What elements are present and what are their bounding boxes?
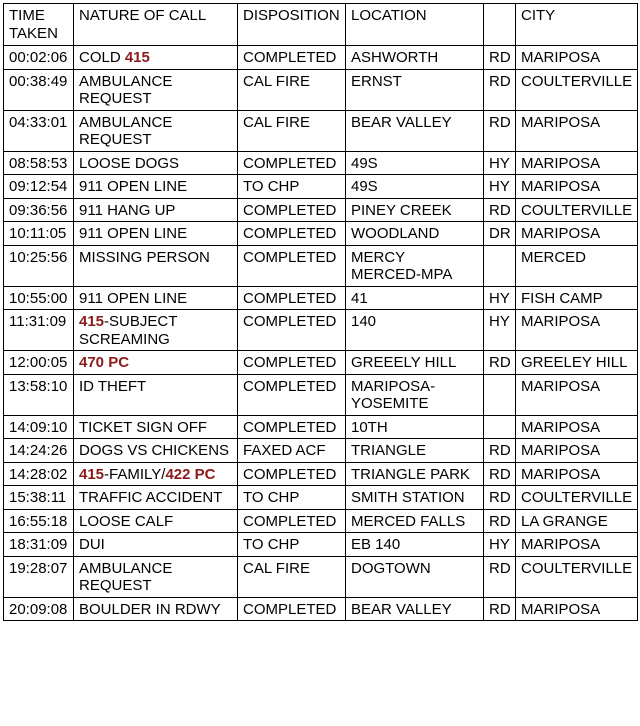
time-cell: 13:58:10 (4, 374, 74, 415)
penal-code-highlight: 415 (124, 49, 150, 66)
city-cell: MARIPOSA (516, 415, 638, 439)
nature-text: AMBULANCE REQUEST (79, 113, 173, 148)
disposition-cell: COMPLETED (238, 46, 346, 70)
city-cell: COULTERVILLE (516, 486, 638, 510)
road-suffix-cell: HY (484, 533, 516, 557)
table-row (4, 556, 638, 597)
city-cell: MARIPOSA (516, 439, 638, 463)
city-cell: MARIPOSA (516, 151, 638, 175)
time-cell: 20:09:08 (4, 597, 74, 621)
city-cell: GREELEY HILL (516, 351, 638, 375)
nature-text: LOOSE CALF (79, 512, 174, 530)
time-cell: 00:02:06 (4, 46, 74, 70)
location-cell: 140 (346, 310, 484, 351)
disposition-cell: TO CHP (238, 175, 346, 199)
nature-text: BOULDER IN RDWY (79, 600, 221, 618)
location-cell: ERNST (346, 69, 484, 110)
nature-cell (74, 110, 238, 151)
city-cell: LA GRANGE (516, 509, 638, 533)
nature-text: ID THEFT (79, 377, 147, 395)
header-row (4, 4, 638, 46)
header-location: LOCATION (346, 4, 484, 46)
nature-cell (74, 151, 238, 175)
road-suffix-cell: RD (484, 509, 516, 533)
city-cell: COULTERVILLE (516, 198, 638, 222)
city-cell: MARIPOSA (516, 222, 638, 246)
table-row (4, 222, 638, 246)
location-cell: TRIANGLE PARK (346, 462, 484, 486)
table-row (4, 462, 638, 486)
table-row (4, 151, 638, 175)
nature-cell (74, 509, 238, 533)
table-row (4, 533, 638, 557)
time-cell: 15:38:11 (4, 486, 74, 510)
city-cell: MARIPOSA (516, 597, 638, 621)
location-cell: 41 (346, 286, 484, 310)
city-cell: COULTERVILLE (516, 69, 638, 110)
time-cell: 10:55:00 (4, 286, 74, 310)
table-row (4, 374, 638, 415)
road-suffix-cell: RD (484, 486, 516, 510)
time-cell: 16:55:18 (4, 509, 74, 533)
city-cell: MARIPOSA (516, 110, 638, 151)
nature-text: -SUBJECT SCREAMING (79, 313, 178, 348)
city-cell: MERCED (516, 245, 638, 286)
road-suffix-cell: HY (484, 310, 516, 351)
penal-code-highlight: 415 (79, 465, 105, 483)
nature-cell (74, 310, 238, 351)
disposition-cell: COMPLETED (238, 310, 346, 351)
road-suffix-cell (484, 374, 516, 415)
nature-cell (74, 533, 238, 557)
location-cell: ASHWORTH (346, 46, 484, 70)
nature-cell (74, 175, 238, 199)
nature-cell (74, 439, 238, 463)
city-cell: FISH CAMP (516, 286, 638, 310)
road-suffix-cell: RD (484, 110, 516, 151)
disposition-cell: TO CHP (238, 533, 346, 557)
nature-cell (74, 69, 238, 110)
nature-text: 911 OPEN LINE (79, 289, 188, 307)
disposition-cell: COMPLETED (238, 351, 346, 375)
disposition-cell: COMPLETED (238, 374, 346, 415)
road-suffix-cell: RD (484, 46, 516, 70)
table-row (4, 175, 638, 199)
disposition-cell: COMPLETED (238, 151, 346, 175)
nature-cell (74, 374, 238, 415)
header-city: CITY (516, 4, 638, 46)
location-cell: MERCED FALLS (346, 509, 484, 533)
disposition-cell: CAL FIRE (238, 69, 346, 110)
nature-cell (74, 245, 238, 286)
road-suffix-cell: DR (484, 222, 516, 246)
location-cell: 49S (346, 151, 484, 175)
table-row (4, 310, 638, 351)
road-suffix-cell: HY (484, 175, 516, 199)
time-cell: 10:25:56 (4, 245, 74, 286)
time-cell: 11:31:09 (4, 310, 74, 351)
time-cell: 10:11:05 (4, 222, 74, 246)
nature-text: DOGS VS CHICKENS (79, 442, 230, 459)
time-cell: 14:24:26 (4, 439, 74, 463)
table-body (4, 46, 638, 621)
table-row (4, 198, 638, 222)
disposition-cell: COMPLETED (238, 415, 346, 439)
nature-text: COLD (79, 49, 125, 66)
table-row (4, 597, 638, 621)
time-cell: 19:28:07 (4, 556, 74, 597)
time-cell: 12:00:05 (4, 351, 74, 375)
table-row (4, 486, 638, 510)
disposition-cell: TO CHP (238, 486, 346, 510)
nature-cell (74, 556, 238, 597)
time-cell: 00:38:49 (4, 69, 74, 110)
penal-code-highlight: 415 (79, 313, 105, 330)
road-suffix-cell: RD (484, 69, 516, 110)
road-suffix-cell: RD (484, 462, 516, 486)
disposition-cell: CAL FIRE (238, 110, 346, 151)
nature-text: AMBULANCE REQUEST (79, 559, 173, 594)
nature-cell (74, 597, 238, 621)
table-row (4, 245, 638, 286)
table-row (4, 46, 638, 70)
road-suffix-cell: RD (484, 198, 516, 222)
table-row (4, 439, 638, 463)
nature-text: 911 OPEN LINE (79, 225, 188, 242)
header-nature-of-call: NATURE OF CALL (74, 4, 238, 46)
time-cell: 04:33:01 (4, 110, 74, 151)
location-cell: BEAR VALLEY (346, 597, 484, 621)
disposition-cell: COMPLETED (238, 286, 346, 310)
nature-text: LOOSE DOGS (79, 154, 180, 172)
time-cell: 09:12:54 (4, 175, 74, 199)
nature-cell (74, 198, 238, 222)
nature-cell (74, 222, 238, 246)
location-cell: MARIPOSA-YOSEMITE (346, 374, 484, 415)
disposition-cell: COMPLETED (238, 462, 346, 486)
call-log-table (3, 3, 638, 621)
time-cell: 09:36:56 (4, 198, 74, 222)
location-cell: WOODLAND (346, 222, 484, 246)
location-cell: PINEY CREEK (346, 198, 484, 222)
nature-text: 911 OPEN LINE (79, 178, 188, 195)
disposition-cell: CAL FIRE (238, 556, 346, 597)
time-cell: 08:58:53 (4, 151, 74, 175)
location-cell: 10TH (346, 415, 484, 439)
disposition-cell: COMPLETED (238, 245, 346, 286)
table-row (4, 69, 638, 110)
city-cell: COULTERVILLE (516, 556, 638, 597)
disposition-cell: COMPLETED (238, 597, 346, 621)
nature-cell (74, 351, 238, 375)
location-cell: GREEELY HILL (346, 351, 484, 375)
nature-text: DUI (79, 536, 105, 553)
nature-cell (74, 46, 238, 70)
location-cell: EB 140 (346, 533, 484, 557)
nature-text: TRAFFIC ACCIDENT (79, 489, 223, 506)
header-time-taken: TIME TAKEN (4, 4, 74, 46)
location-cell: TRIANGLE (346, 439, 484, 463)
location-cell: DOGTOWN (346, 556, 484, 597)
road-suffix-cell: HY (484, 151, 516, 175)
time-cell: 18:31:09 (4, 533, 74, 557)
table-row (4, 509, 638, 533)
city-cell: MARIPOSA (516, 374, 638, 415)
header-suffix (484, 4, 516, 46)
location-cell: 49S (346, 175, 484, 199)
nature-cell (74, 286, 238, 310)
city-cell: MARIPOSA (516, 175, 638, 199)
road-suffix-cell: HY (484, 286, 516, 310)
city-cell: MARIPOSA (516, 46, 638, 70)
time-cell: 14:09:10 (4, 415, 74, 439)
city-cell: MARIPOSA (516, 462, 638, 486)
table-row (4, 415, 638, 439)
table-row (4, 286, 638, 310)
road-suffix-cell (484, 415, 516, 439)
table-row (4, 110, 638, 151)
nature-text: TICKET SIGN OFF (79, 418, 208, 436)
disposition-cell: COMPLETED (238, 222, 346, 246)
nature-text: 911 HANG UP (79, 201, 176, 219)
nature-cell (74, 415, 238, 439)
road-suffix-cell: RD (484, 351, 516, 375)
location-cell: SMITH STATION (346, 486, 484, 510)
time-cell: 14:28:02 (4, 462, 74, 486)
disposition-cell: COMPLETED (238, 198, 346, 222)
road-suffix-cell: RD (484, 439, 516, 463)
location-cell: BEAR VALLEY (346, 110, 484, 151)
nature-text: MISSING PERSON (79, 248, 210, 266)
disposition-cell: FAXED ACF (238, 439, 346, 463)
nature-cell (74, 486, 238, 510)
road-suffix-cell: RD (484, 556, 516, 597)
road-suffix-cell: RD (484, 597, 516, 621)
nature-text: -FAMILY/ (104, 465, 166, 483)
city-cell: MARIPOSA (516, 533, 638, 557)
disposition-cell: COMPLETED (238, 509, 346, 533)
nature-cell (74, 462, 238, 486)
city-cell: MARIPOSA (516, 310, 638, 351)
penal-code-highlight: 470 PC (79, 354, 130, 371)
penal-code-highlight: 422 PC (165, 465, 216, 483)
table-row (4, 351, 638, 375)
nature-text: AMBULANCE REQUEST (79, 72, 173, 107)
header-disposition: DISPOSITION (238, 4, 346, 46)
location-cell: MERCY MERCED-MPA (346, 245, 484, 286)
road-suffix-cell (484, 245, 516, 286)
